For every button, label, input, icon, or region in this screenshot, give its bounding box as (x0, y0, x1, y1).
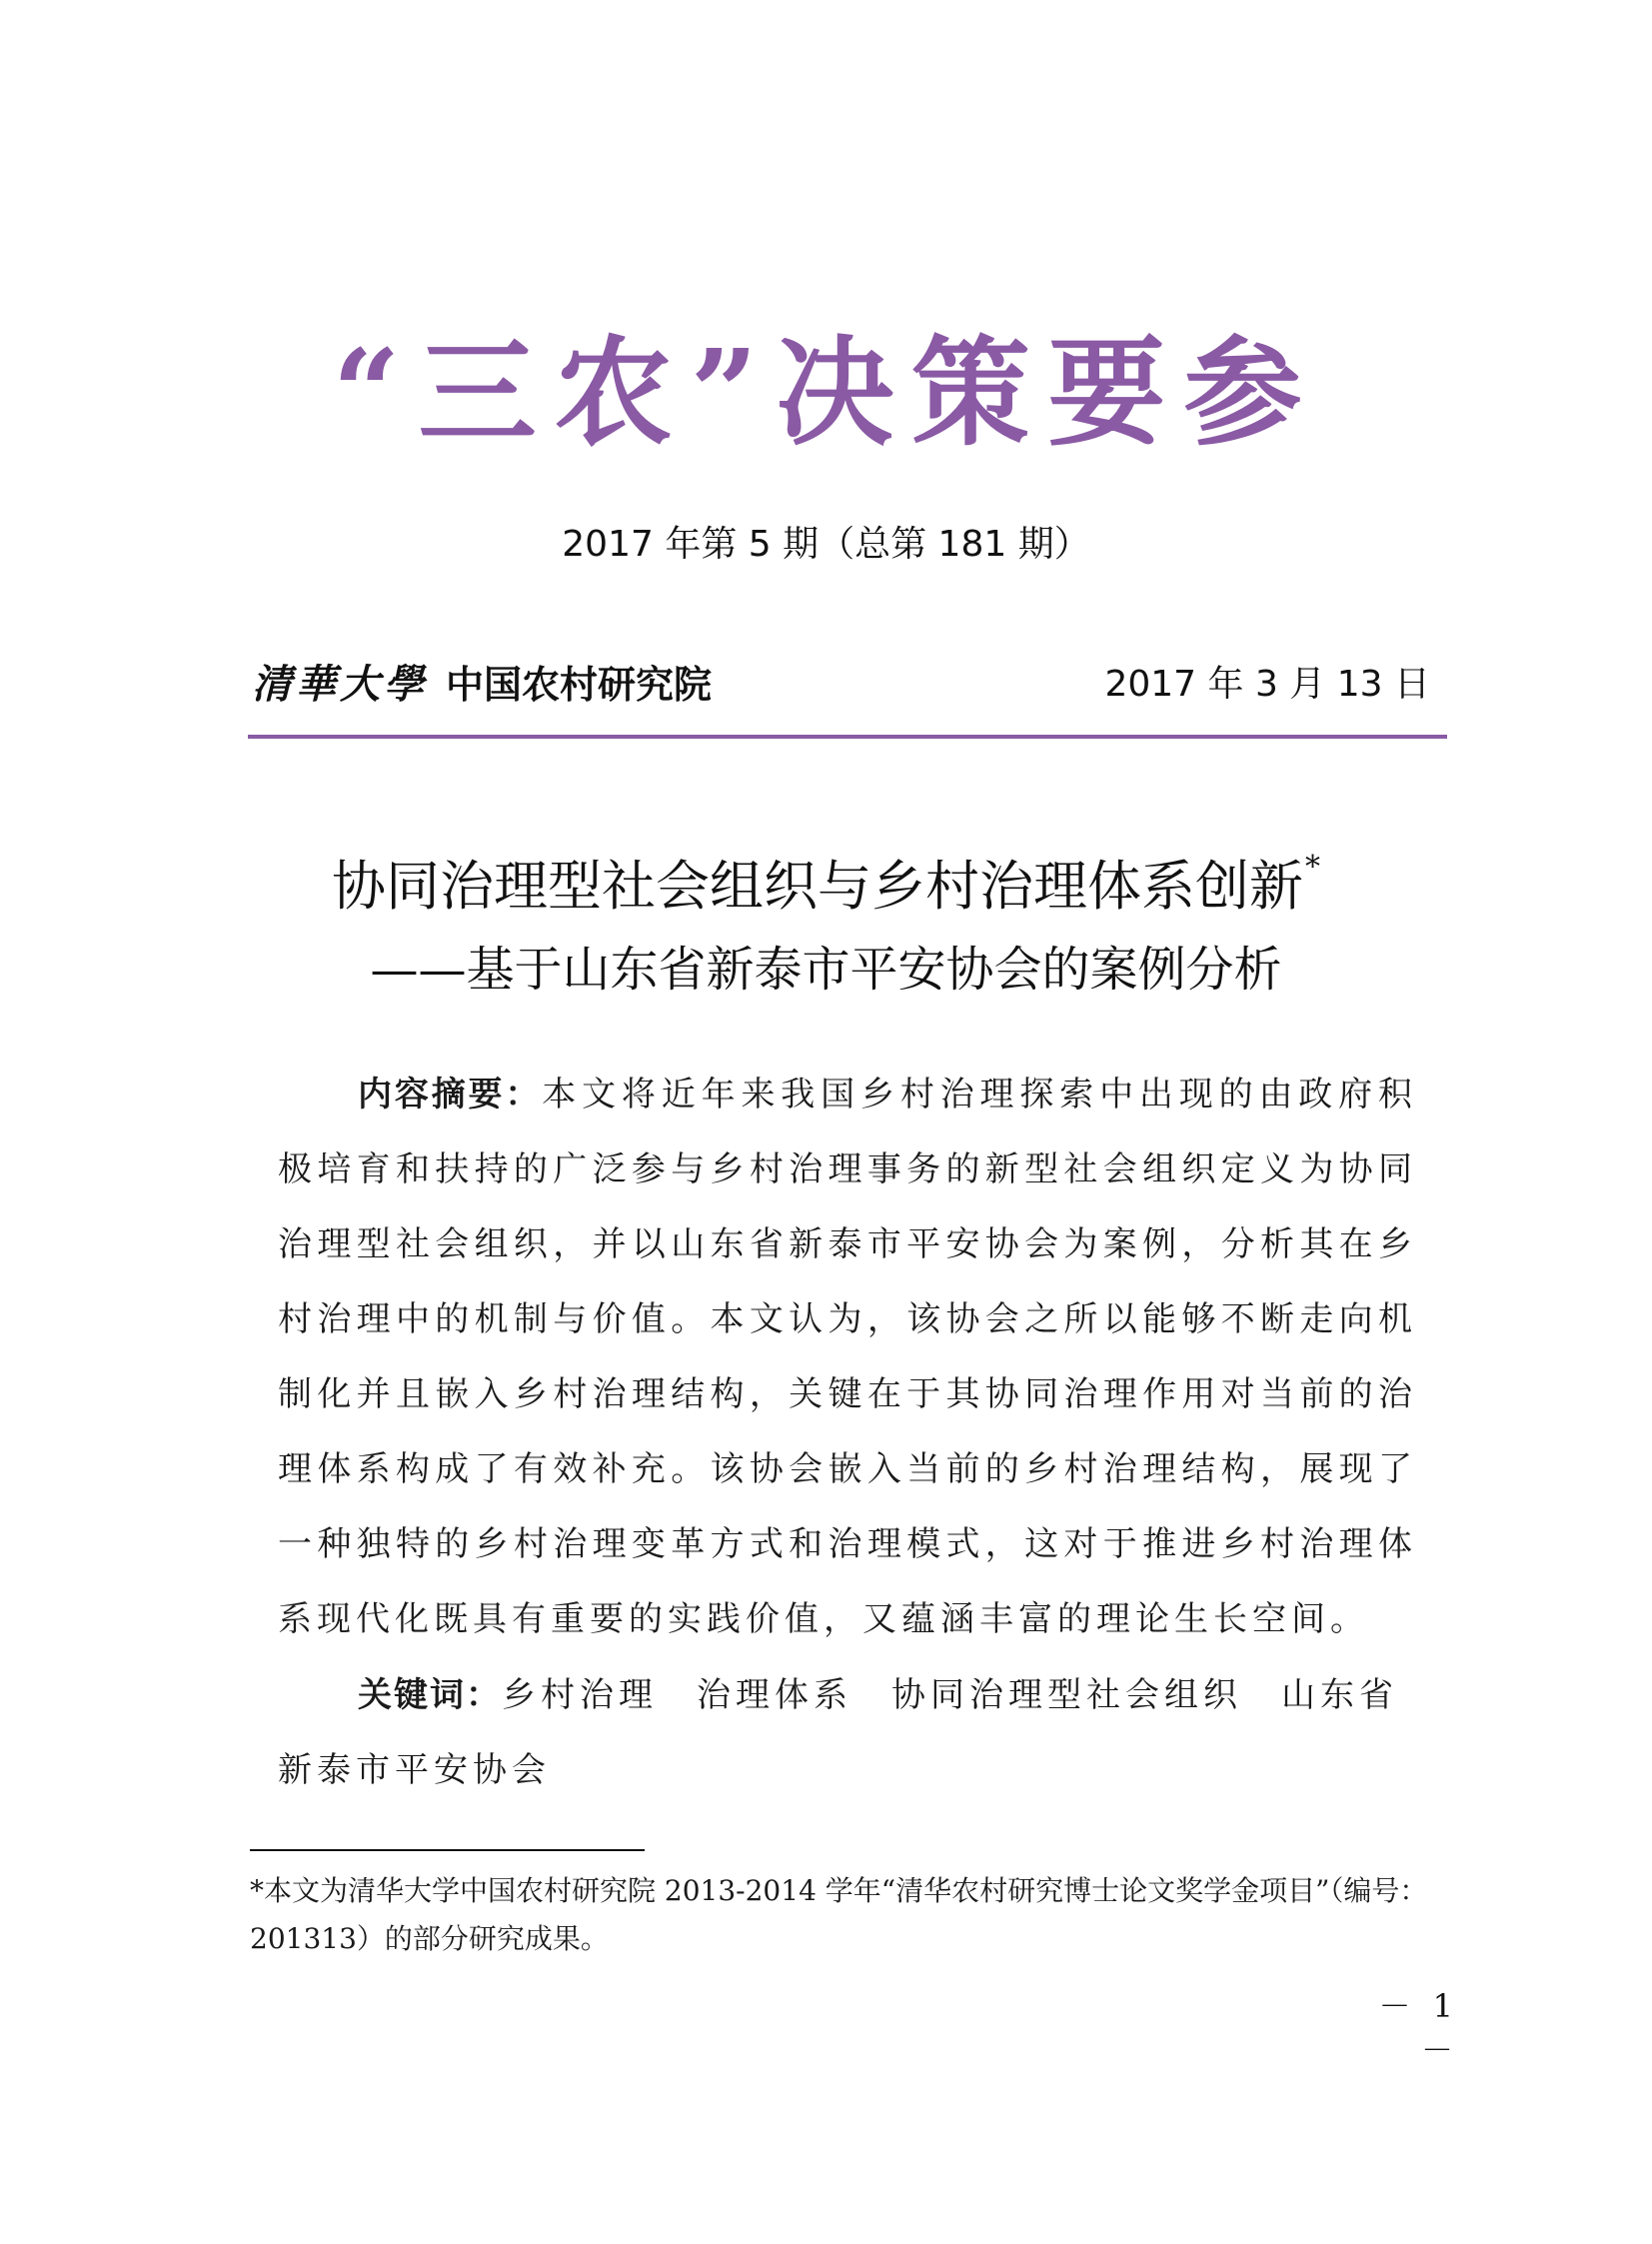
article-title-text: 协同治理型社会组织与乡村治理体系创新 (332, 855, 1303, 918)
article-subtitle: ——基于山东省新泰市平安协会的案例分析 (370, 942, 1282, 998)
issue-date: 2017 年 3 月 13 日 (1104, 664, 1430, 705)
institution-name: 中国农村研究院 (446, 662, 713, 707)
masthead-title: “三农”决策要参 (332, 323, 1320, 462)
keywords-label: 关键词： (358, 1675, 502, 1715)
issue-number: 2017 年第 5 期（总第 181 期） (562, 524, 1090, 565)
university-logo: 清華大學 (252, 661, 428, 708)
abstract-text: 本文将近年来我国乡村治理探索中出现的由政府积极培育和扶持的广泛参与乡村治理事务的新型社会组织定义为协同治理型社会组织，并以山东省新泰市平安协会为案例，分析其在乡村治理中的机制与价值。本文认为，该协会之所以能够不断走向机制化并且嵌入乡村治理结构，关键在于其协同治理作用对当前的治理体系构成了有效补充。该协会嵌入当前的乡村治理结构，展现了一种独特的乡村治理变革方式和治理模式，这对于推进乡村治理体系现代化既具有重要的实践价值，又蕴涵丰富的理论生长空间。 (278, 1075, 1418, 1639)
abstract-paragraph (278, 1058, 1417, 1657)
page-number: － 1 － (1378, 1987, 1459, 2069)
footnote-marker: * (1305, 850, 1320, 885)
header-divider (248, 735, 1447, 739)
article-title (250, 828, 1402, 927)
keywords-paragraph (278, 1658, 1417, 1808)
keywords-text: 乡村治理 治理体系 协同治理型社会组织 山东省新泰市平安协会 (278, 1675, 1398, 1790)
abstract-label: 内容摘要： (358, 1075, 543, 1115)
footnote: *本文为清华大学中国农村研究院 2013-2014 学年“清华农村研究博士论文奖学金项目”（编号：201313）的部分研究成果。 (250, 1874, 1428, 1955)
footnote-divider (250, 1849, 645, 1851)
institution-header (252, 655, 712, 715)
